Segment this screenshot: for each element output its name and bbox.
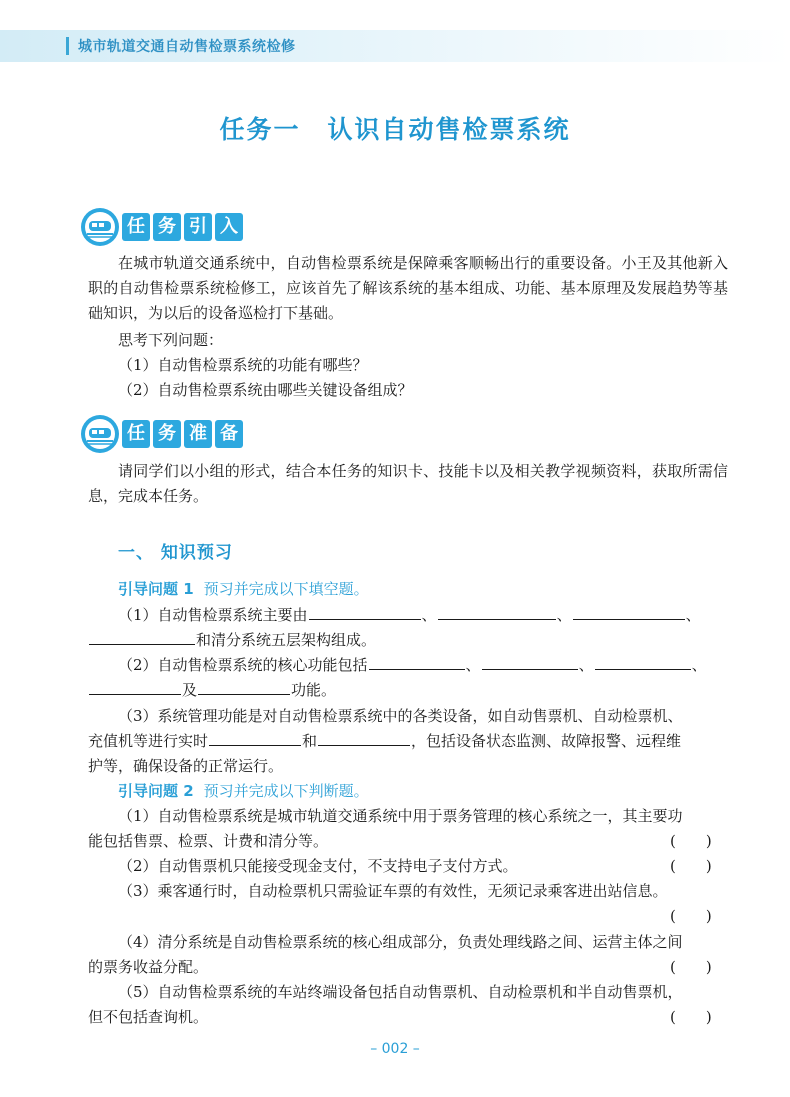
badge-char: 任 (122, 420, 150, 448)
guide-label: 引导问题 1 (118, 580, 194, 598)
page-number: – 002 – (370, 1041, 420, 1057)
badge-char: 务 (153, 213, 181, 241)
page-title: 任务一 认识自动售检票系统 (219, 115, 571, 144)
separator: 、 (556, 606, 572, 624)
fill-question-1-cont (88, 628, 376, 653)
fill-question-3-end: 护等，确保设备的正常运行。 (88, 757, 284, 775)
badge-char: 务 (153, 420, 181, 448)
intro-paragraph: 在城市轨道交通系统中，自动售检票系统是保障乘客顺畅出行的重要设备。小王及其他新入职的自动售检票系统检修工，应该首先了解该系统的基本组成、功能、基本原理及发展趋势等基础知识，为以后的设备巡检打下基础。 (88, 254, 728, 322)
guide-text: 预习并完成以下判断题。 (203, 782, 369, 800)
badge-char: 引 (184, 213, 212, 241)
separator: 、 (578, 656, 594, 674)
header-accent-bar (66, 37, 69, 55)
separator: 、 (465, 656, 481, 674)
fill-question-2 (118, 653, 707, 678)
prep-paragraph: 请同学们以小组的形式，结合本任务的知识卡、技能卡以及相关教学视频资料，获取所需信息，完成本任务。 (88, 462, 728, 505)
guide-question-2 (118, 779, 369, 804)
judge-question-5-cont: 但不包括查询机。 (88, 1008, 209, 1026)
judge-question-4: （4）清分系统是自动售检票系统的核心组成部分，负责处理线路之间、运营主体之间 (118, 933, 683, 951)
badge-char: 准 (184, 420, 212, 448)
section-badge-prep (80, 414, 243, 454)
fill-blank[interactable] (309, 603, 421, 620)
judge-question-1-cont: 能包括售票、检票、计费和清分等。 (88, 832, 329, 850)
fill-blank[interactable] (318, 729, 410, 746)
section-heading-knowledge: 一、 知识预习 (118, 543, 233, 563)
fill-blank[interactable] (198, 678, 290, 695)
judge-question-4-cont: 的票务收益分配。 (88, 958, 209, 976)
fill-blank[interactable] (595, 653, 691, 670)
answer-parentheses[interactable]: ( ) (670, 907, 712, 925)
intro-question-2: （2）自动售检票系统由哪些关键设备组成？ (118, 381, 413, 399)
fill-text: （1）自动售检票系统主要由 (118, 606, 308, 624)
guide-text: 预习并完成以下填空题。 (203, 580, 369, 598)
badge-char: 任 (122, 213, 150, 241)
fill-text: 充值机等进行实时 (88, 732, 209, 750)
guide-label: 引导问题 2 (118, 782, 194, 800)
fill-text: ，包括设备状态监测、故障报警、远程维 (411, 732, 682, 750)
fill-question-2-cont (88, 678, 336, 703)
answer-parentheses[interactable]: ( ) (670, 958, 712, 976)
guide-question-1 (118, 577, 369, 602)
intro-question-1: （1）自动售检票系统的功能有哪些？ (118, 356, 368, 374)
separator: 、 (691, 656, 707, 674)
think-prompt: 思考下列问题： (118, 331, 224, 349)
fill-question-3: （3）系统管理功能是对自动售检票系统中的各类设备，如自动售票机、自动检票机、 (118, 707, 683, 725)
answer-parentheses[interactable]: ( ) (670, 1008, 712, 1026)
fill-text: 及 (182, 681, 198, 699)
fill-text: 和 (302, 732, 318, 750)
fill-blank[interactable] (209, 729, 301, 746)
fill-blank[interactable] (573, 603, 685, 620)
answer-parentheses[interactable]: ( ) (670, 857, 712, 875)
fill-blank[interactable] (89, 628, 195, 645)
fill-question-3-cont (88, 729, 681, 754)
answer-parentheses[interactable]: ( ) (670, 832, 712, 850)
fill-text: 功能。 (291, 681, 337, 699)
badge-char: 入 (215, 213, 243, 241)
judge-question-5: （5）自动售检票系统的车站终端设备包括自动售票机、自动检票机和半自动售票机， (118, 983, 683, 1001)
fill-text: 和清分系统五层架构组成。 (196, 631, 377, 649)
judge-question-1: （1）自动售检票系统是城市轨道交通系统中用于票务管理的核心系统之一，其主要功 (118, 807, 683, 825)
metro-train-icon (80, 207, 120, 247)
fill-question-1 (118, 603, 701, 628)
judge-question-3: （3）乘客通行时，自动检票机只需验证车票的有效性，无须记录乘客进出站信息。 (118, 882, 668, 900)
metro-train-icon (80, 414, 120, 454)
judge-question-2: （2）自动售票机只能接受现金支付，不支持电子支付方式。 (118, 857, 518, 875)
section-badge-intro (80, 207, 243, 247)
separator: 、 (685, 606, 701, 624)
fill-blank[interactable] (369, 653, 465, 670)
running-header: 城市轨道交通自动售检票系统检修 (78, 39, 296, 55)
separator: 、 (421, 606, 437, 624)
fill-blank[interactable] (482, 653, 578, 670)
fill-text: （2）自动售检票系统的核心功能包括 (118, 656, 368, 674)
badge-char: 备 (215, 420, 243, 448)
fill-blank[interactable] (438, 603, 556, 620)
fill-blank[interactable] (89, 678, 181, 695)
